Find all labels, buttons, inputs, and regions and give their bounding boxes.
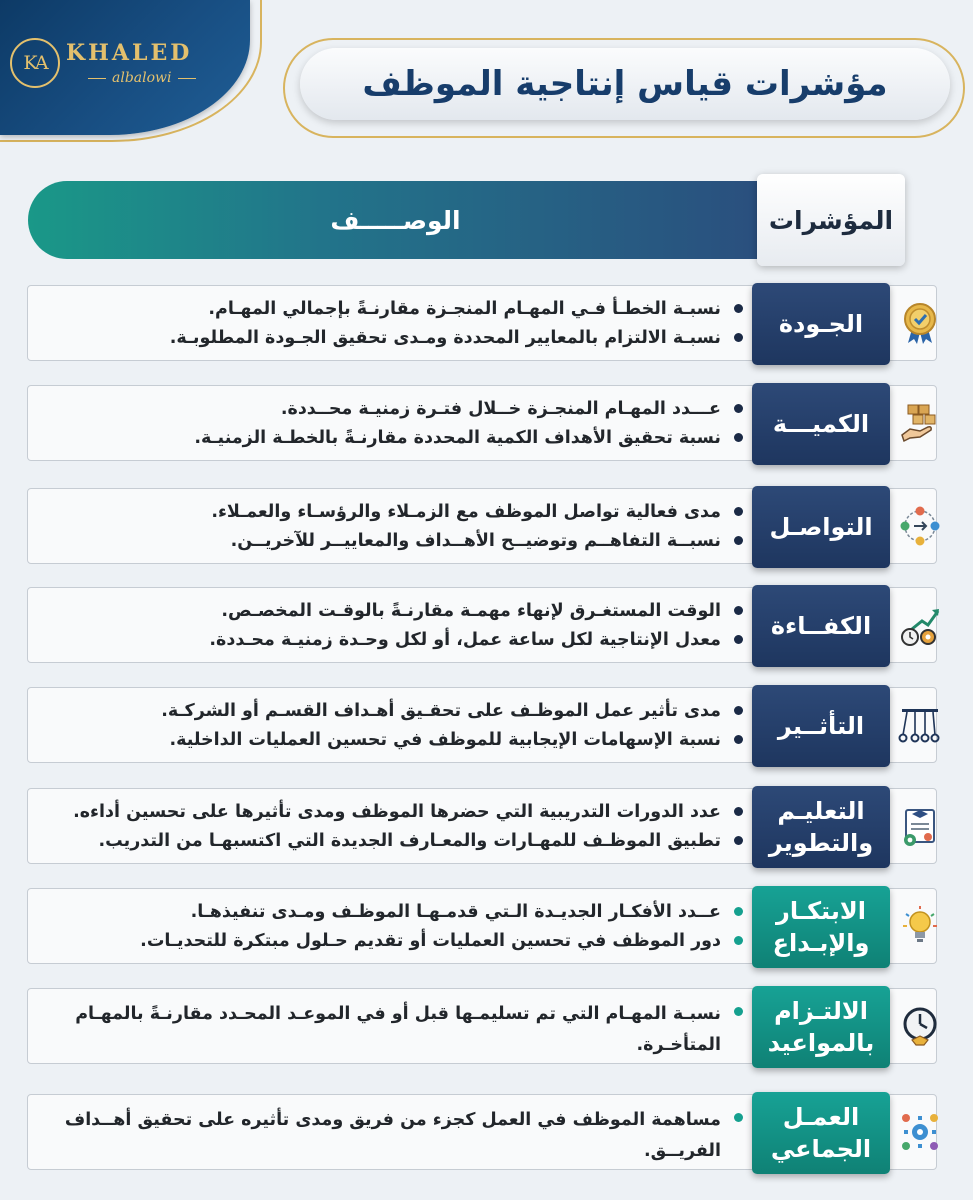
description-bullet: عــدد الأفكـار الجديـدة الـتي قدمـهـا الموظـف ومـدى تنفيذهـا. <box>42 899 747 925</box>
indicator-label: الكميـــة <box>752 383 890 465</box>
indicator-row <box>24 585 944 663</box>
description-bullet: دور الموظف في تحسين العمليات أو تقديم حـلول مبتكرة للتحديـات. <box>42 928 747 954</box>
indicator-description <box>42 393 747 454</box>
indicator-row <box>24 786 944 864</box>
description-bullet: نسبــة التفاهــم وتوضيــح الأهــداف والمعاييــر للآخريــن. <box>42 528 747 554</box>
description-bullet: نسبة تحقيق الأهداف الكمية المحددة مقارنـةً بالخطـة الزمنيـة. <box>42 425 747 451</box>
description-bullet: عـــدد المهـام المنجـزة خــلال فتـرة زمنيـة محــددة. <box>42 396 747 422</box>
header-indicators: المؤشرات <box>757 174 905 266</box>
indicator-description <box>42 496 747 557</box>
description-bullet: نسبـة الخطـأ فـي المهـام المنجـزة مقارنـةً بإجمالي المهـام. <box>42 296 747 322</box>
indicator-label: العمـل الجماعي <box>752 1092 890 1174</box>
idea-bulb-icon <box>898 904 942 948</box>
description-bullet: نسبـة المهـام التي تم تسليمـها قبل أو في الموعـد المحـدد مقارنـةً بالمهـام المتأخـرة. <box>42 999 747 1061</box>
boxes-hand-icon <box>898 401 942 445</box>
clock-handshake-icon <box>898 1004 942 1048</box>
page-title: مؤشرات قياس إنتاجية الموظف <box>362 64 888 104</box>
indicator-label: التواصـل <box>752 486 890 568</box>
header-description-bar <box>28 181 763 259</box>
indicator-row <box>24 1092 944 1170</box>
indicator-row <box>24 986 944 1064</box>
indicator-description <box>42 293 747 354</box>
description-bullet: نسبة الإسهامات الإيجابية للموظف في تحسين العمليات الداخلية. <box>42 727 747 753</box>
indicator-description <box>42 996 747 1064</box>
indicator-row <box>24 283 944 361</box>
title-banner <box>300 48 950 120</box>
indicator-label: الالتـزام بالمواعيد <box>752 986 890 1068</box>
description-bullet: الوقت المستغـرق لإنهاء مهمـة مقارنـةً بالوقـت المخصـص. <box>42 598 747 624</box>
logo-subtitle: albalowi <box>82 70 202 86</box>
indicator-row <box>24 383 944 461</box>
indicator-label: الجـودة <box>752 283 890 365</box>
indicator-label: التعليـم والتطوير <box>752 786 890 868</box>
indicator-description <box>42 595 747 656</box>
description-bullet: مساهمة الموظف في العمل كجزء من فريق ومدى تأثيره على تحقيق أهــداف الفريــق. <box>42 1105 747 1167</box>
indicator-description <box>42 695 747 756</box>
teamwork-gear-icon <box>898 1110 942 1154</box>
pendulum-icon <box>898 703 942 747</box>
description-bullet: نسبـة الالتزام بالمعايير المحددة ومـدى تحقيق الجـودة المطلوبـة. <box>42 325 747 351</box>
description-bullet: تطبيق الموظـف للمهـارات والمعـارف الجديدة التي اكتسبهـا من التدريب. <box>42 828 747 854</box>
network-icon <box>898 504 942 548</box>
indicator-row <box>24 685 944 763</box>
description-bullet: معدل الإنتاجية لكل ساعة عمل، أو لكل وحـدة زمنيـة محـددة. <box>42 627 747 653</box>
indicator-description <box>42 896 747 957</box>
medal-icon <box>898 301 942 345</box>
description-bullet: مدى تأثير عمل الموظـف على تحقـيق أهـداف القسـم أو الشركـة. <box>42 698 747 724</box>
efficiency-gears-icon <box>898 603 942 647</box>
indicator-row <box>24 486 944 564</box>
header-description: الوصـــــف <box>330 205 461 235</box>
indicator-description <box>42 796 747 857</box>
indicator-label: الابتكـار والإبـداع <box>752 886 890 968</box>
indicator-label: الكفــاءة <box>752 585 890 667</box>
indicator-row <box>24 886 944 964</box>
indicator-label: التأثــير <box>752 685 890 767</box>
indicator-description <box>42 1102 747 1170</box>
description-bullet: مدى فعالية تواصل الموظف مع الزمـلاء والرؤسـاء والعمـلاء. <box>42 499 747 525</box>
logo-mark: KA <box>10 38 60 88</box>
training-certificate-icon <box>898 804 942 848</box>
description-bullet: عدد الدورات التدريبية التي حضرها الموظف ومدى تأثيرها على تحسين أداءه. <box>42 799 747 825</box>
logo-name: KHALED <box>66 40 193 66</box>
